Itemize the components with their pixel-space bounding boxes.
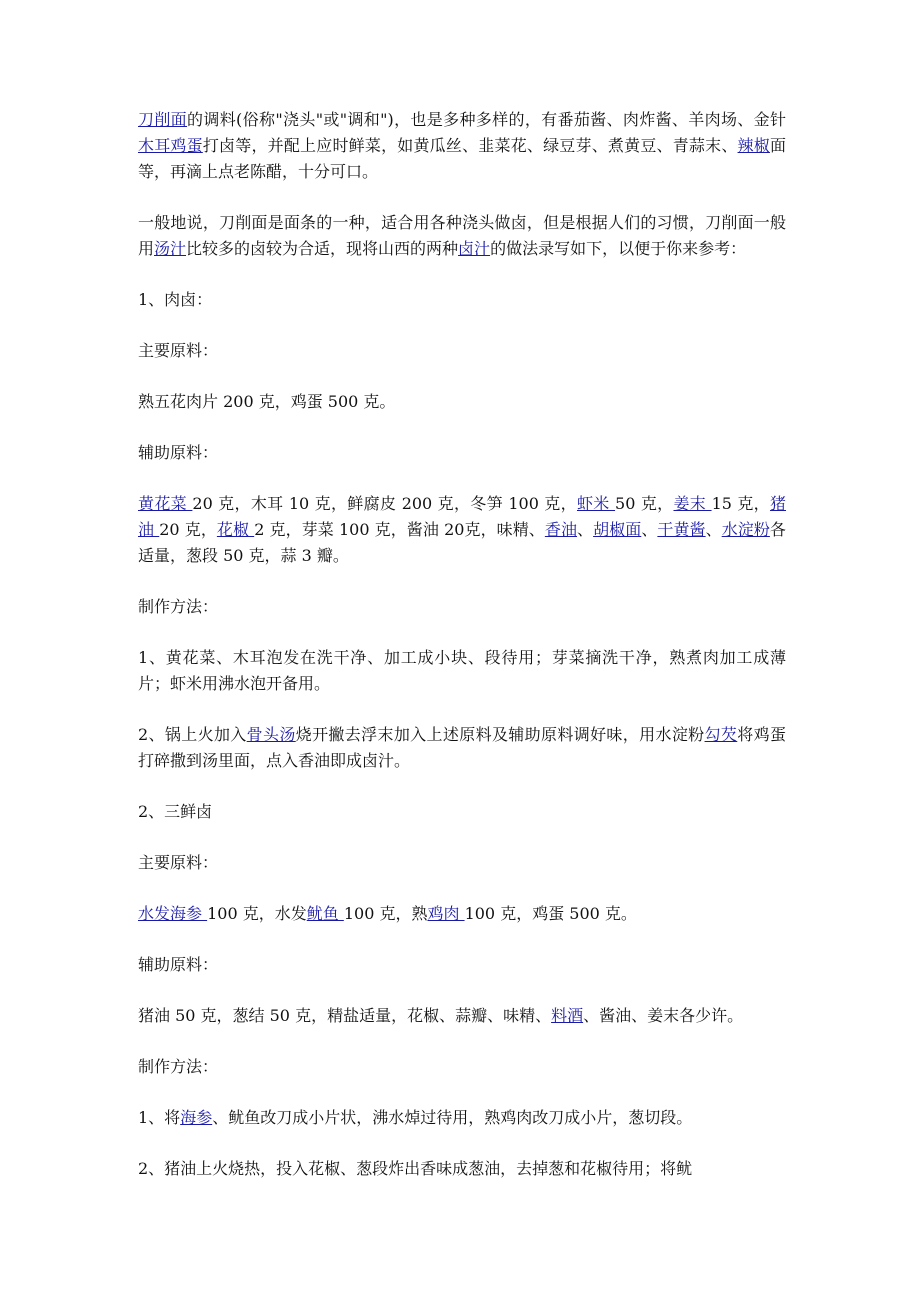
text-span: 、 <box>705 520 722 539</box>
text-span: 制作方法： <box>138 597 219 616</box>
paragraph-aux2 <box>138 1003 786 1029</box>
paragraph-method1-step1 <box>138 645 786 697</box>
keyword-link[interactable]: 刀削面 <box>138 110 188 129</box>
paragraph-method1-label <box>138 594 786 620</box>
keyword-link[interactable]: 鸡肉 <box>427 904 465 923</box>
keyword-link[interactable]: 卤汁 <box>458 239 491 258</box>
text-span: 主要原料： <box>138 341 219 360</box>
paragraph-h1 <box>138 287 786 313</box>
paragraph-aux1-label <box>138 440 786 466</box>
keyword-link[interactable]: 勾芡 <box>704 725 738 744</box>
text-span: 20 克，木耳 10 克，鲜腐皮 200 克，冬笋 100 克， <box>192 494 577 513</box>
keyword-link[interactable]: 姜末 <box>673 494 712 513</box>
keyword-link[interactable]: 干黄酱 <box>657 520 706 539</box>
keyword-link[interactable]: 花椒 <box>216 520 255 539</box>
text-span: 、 <box>641 520 658 539</box>
keyword-link[interactable]: 香油 <box>544 520 578 539</box>
text-span: 100 克，鸡蛋 500 克。 <box>464 904 637 923</box>
text-span: 将鸡蛋打碎撒到汤里面，点入香油即成卤汁。 <box>138 725 786 770</box>
paragraph-method2-step1 <box>138 1105 786 1131</box>
paragraph-main2 <box>138 901 786 927</box>
keyword-link[interactable]: 汤汁 <box>154 239 187 258</box>
text-span: 、鱿鱼改刀成小片状，沸水焯过待用，熟鸡肉改刀成小片，葱切段。 <box>212 1108 693 1127</box>
text-span: 20 克， <box>159 520 217 539</box>
document-body <box>138 107 786 1207</box>
keyword-link[interactable]: 料酒 <box>551 1006 584 1025</box>
paragraph-intro1 <box>138 107 786 185</box>
paragraph-h2 <box>138 799 786 825</box>
text-span: 主要原料： <box>138 853 219 872</box>
text-span: 辅助原料： <box>138 443 219 462</box>
text-span: 各适量，葱段 50 克，蒜 3 瓣。 <box>138 520 786 565</box>
paragraph-method2-label <box>138 1054 786 1080</box>
text-span: 、 <box>577 520 594 539</box>
text-span: 1、黄花菜、木耳泡发在洗干净、加工成小块、段待用；芽菜摘洗干净，熟煮肉加工成薄片；虾米用沸水泡开备用。 <box>138 648 786 693</box>
text-span: 猪油 50 克，葱结 50 克，精盐适量，花椒、蒜瓣、味精、 <box>138 1006 552 1025</box>
paragraph-intro2 <box>138 210 786 262</box>
keyword-link[interactable]: 木耳鸡蛋 <box>138 136 203 155</box>
text-span: 15 克， <box>711 494 770 513</box>
text-span: 熟五花肉片 200 克，鸡蛋 500 克。 <box>138 392 396 411</box>
keyword-link[interactable]: 胡椒面 <box>593 520 642 539</box>
text-span: 、酱油、姜末各少许。 <box>583 1006 744 1025</box>
keyword-link[interactable]: 水淀粉 <box>721 520 770 539</box>
text-span: 一般地说，刀削面是面条的一种，适合用各种浇头做卤，但是根据人们的习惯，刀削面一般用 <box>138 213 786 258</box>
text-span: 100 克，熟 <box>343 904 428 923</box>
text-span: 100 克，水发 <box>207 904 307 923</box>
text-span: 2、猪油上火烧热，投入花椒、葱段炸出香味成葱油，去掉葱和花椒待用；将鱿 <box>138 1159 693 1178</box>
paragraph-aux1 <box>138 491 786 569</box>
text-span: 辅助原料： <box>138 955 219 974</box>
paragraph-aux2-label <box>138 952 786 978</box>
text-span: 2、锅上火加入 <box>138 725 247 744</box>
text-span: 比较多的卤较为合适，现将山西的两种 <box>186 239 459 258</box>
text-span: 2 克，芽菜 100 克，酱油 20克，味精、 <box>254 520 545 539</box>
keyword-link[interactable]: 猪油 <box>138 494 787 539</box>
keyword-link[interactable]: 虾米 <box>576 494 616 513</box>
paragraph-method2-step2 <box>138 1156 786 1182</box>
keyword-link[interactable]: 海参 <box>180 1108 213 1127</box>
paragraph-main1 <box>138 389 786 415</box>
keyword-link[interactable]: 骨头汤 <box>246 725 296 744</box>
text-span: 1、将 <box>138 1108 181 1127</box>
paragraph-main2-label <box>138 850 786 876</box>
text-span: 打卤等，并配上应时鲜菜，如黄瓜丝、韭菜花、绿豆芽、煮黄豆、青蒜末、 <box>202 136 738 155</box>
keyword-link[interactable]: 鱿鱼 <box>306 904 344 923</box>
keyword-link[interactable]: 黄花菜 <box>138 494 193 513</box>
text-span: 2、三鲜卤 <box>138 802 213 821</box>
paragraph-main1-label <box>138 338 786 364</box>
keyword-link[interactable]: 水发海参 <box>138 904 208 923</box>
text-span: 制作方法： <box>138 1057 219 1076</box>
text-span: 的做法录写如下，以便于你来参考： <box>490 239 747 258</box>
text-span: 的调料(俗称"浇头"或"调和")，也是多种多样的，有番茄酱、肉炸酱、羊肉场、金针 <box>187 110 786 129</box>
text-span: 烧开撇去浮末加入上述原料及辅助原料调好味，用水淀粉 <box>295 725 705 744</box>
text-span: 1、肉卤： <box>138 290 213 309</box>
keyword-link[interactable]: 辣椒 <box>737 136 770 155</box>
paragraph-method1-step2 <box>138 722 786 774</box>
text-span: 50 克， <box>615 494 674 513</box>
text-span: 面等，再滴上点老陈醋，十分可口。 <box>138 136 786 181</box>
